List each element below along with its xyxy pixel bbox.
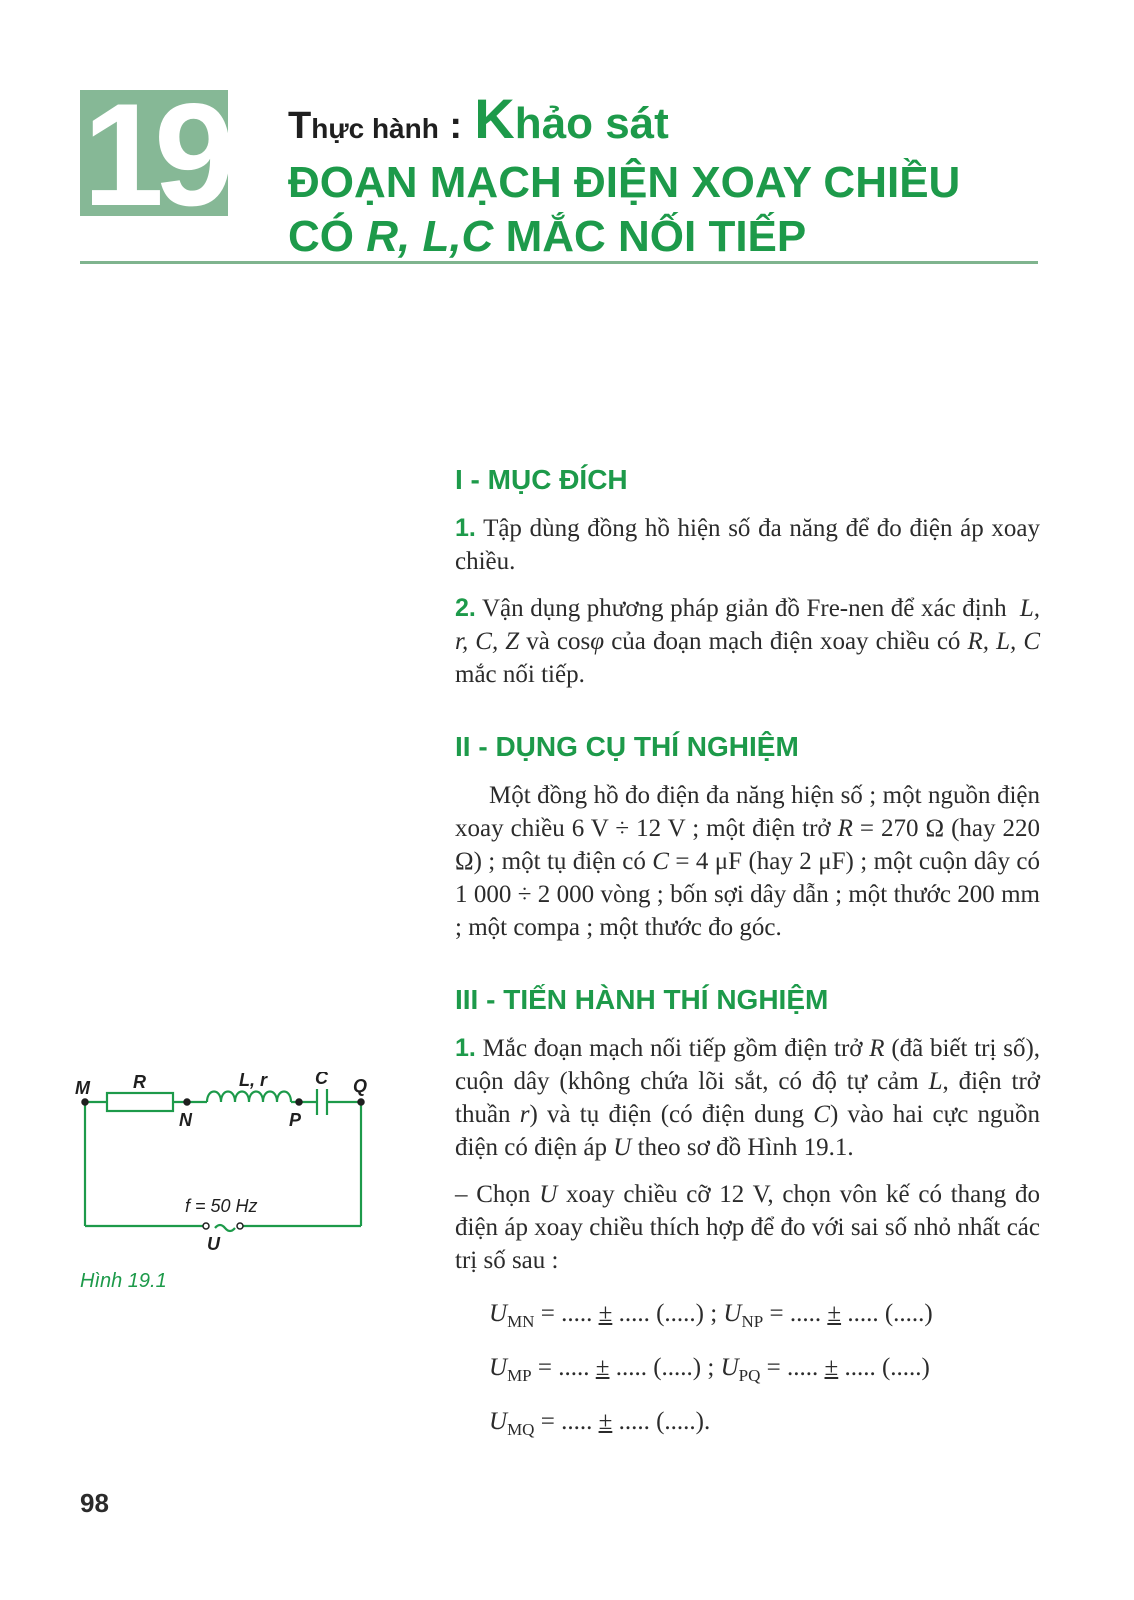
label-Q: Q <box>353 1076 368 1096</box>
node-N <box>184 1099 190 1105</box>
equipment-paragraph: Một đồng hồ đo điện đa năng hiện số ; một nguồn điện xoay chiều 6 V ÷ 12 V ; một điện trở R = 270 Ω (hay 220 Ω) ; một tụ điện có C = 4 μF (hay 2 μF) ; một cuộn dây có 1 000 ÷ 2 000 vòng ; bốn sợi dây dẫn ; một thước 200 mm ; một compa ; một thước đo góc. <box>455 782 1040 941</box>
formula-line-2: $U_{MP}$ = ..... ± ..... (.....) ; $U_{PQ}$ = ..... ± ..... (.....) <box>489 1354 930 1385</box>
label-Lr: L, r <box>239 1072 268 1090</box>
title-divider <box>80 261 1038 264</box>
section-heading-purpose: I - MỤC ĐÍCH <box>455 464 628 495</box>
title-line-1-rest: hảo sát <box>514 99 669 148</box>
title-line-3: CÓ R, L,C MẮC NỐI TIẾP <box>288 212 807 261</box>
section-heading-equipment: II - DỤNG CỤ THÍ NGHIỆM <box>455 731 799 762</box>
lesson-number: 19 <box>82 90 226 216</box>
section-heading-procedure: III - TIẾN HÀNH THÍ NGHIỆM <box>455 984 829 1015</box>
label-R: R <box>133 1072 146 1092</box>
formula-line-3: $U_{MQ}$ = ..... ± ..... (.....). <box>489 1408 711 1439</box>
label-frequency: f = 50 Hz <box>185 1196 258 1216</box>
purpose-item-2: 2. Vận dụng phương pháp giản đồ Fre-nen để xác định L, r, C, Z và cosφ của đoạn mạch điện xoay chiều có R, L, C mắc nối tiếp. <box>455 594 1041 688</box>
figure-caption: Hình 19.1 <box>80 1270 167 1292</box>
label-U: U <box>207 1234 220 1254</box>
label-M: M <box>75 1078 90 1098</box>
purpose-item-1: 1. Tập dùng đồng hồ hiện số đa năng để đo điện áp xoay chiều. <box>455 514 1040 575</box>
lesson-number-box <box>80 90 228 216</box>
lesson-title <box>288 87 1048 264</box>
label-C: C <box>315 1072 328 1088</box>
procedure-item-1: 1. Mắc đoạn mạch nối tiếp gồm điện trở R (đã biết trị số), cuộn dây (không chứa lõi sắt, có độ tự cảm L, điện trở thuần r) và tụ điện (có điện dung C) vào hai cực nguồn điện có điện áp U theo sơ đồ Hình 19.1. <box>455 1034 1041 1161</box>
title-line-1: Thực hành : Khảo sát <box>288 87 669 150</box>
formula-line-1: $U_{MN}$ = ..... ± ..... (.....) ; $U_{NP}$ = ..... ± ..... (.....) <box>489 1300 933 1331</box>
title-line-2: ĐOẠN MẠCH ĐIỆN XOAY CHIỀU <box>288 158 961 207</box>
page-number: 98 <box>80 1488 109 1518</box>
node-P <box>296 1099 302 1105</box>
node-M <box>82 1099 88 1105</box>
label-N: N <box>179 1110 192 1130</box>
label-P: P <box>289 1110 302 1130</box>
procedure-item-1-dash: – Chọn U xoay chiều cỡ 12 V, chọn vôn kế có thang đo điện áp xoay chiều thích hợp để đo với sai số nhỏ nhất các trị số sau : <box>455 1181 1040 1274</box>
main-content <box>455 462 1040 1453</box>
circuit-diagram <box>75 1072 395 1292</box>
node-Q <box>358 1099 364 1105</box>
